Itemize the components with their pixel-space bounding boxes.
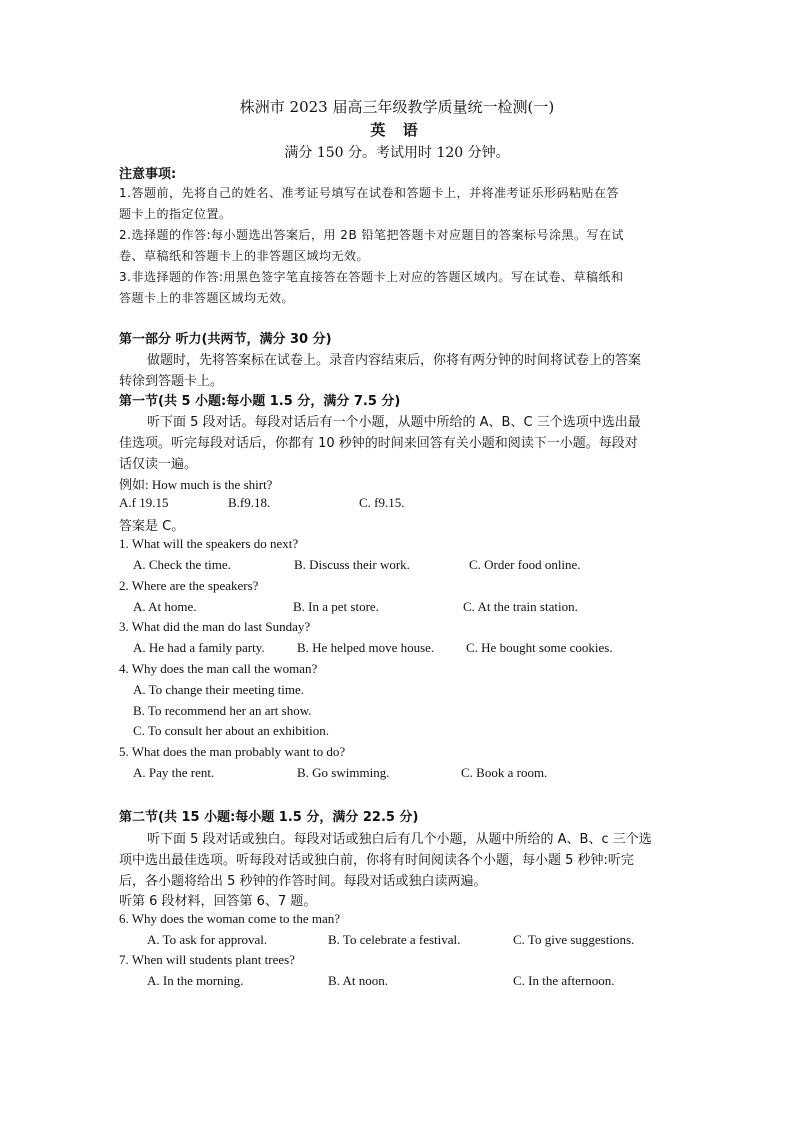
q6-option-a: A. To ask for approval. <box>147 932 268 947</box>
section1-intro-line: 听下面 5 段对话。每段对话后有一个小题，从题中所给的 A、B、C 三个选项中选出最 <box>147 415 641 430</box>
part1-intro-line: 做题时，先将答案标在试卷上。录音内容结束后，你将有两分钟的时间将试卷上的答案 <box>147 353 642 368</box>
q7-option-a: A. In the morning. <box>147 973 244 988</box>
q6-option-b: B. To celebrate a festival. <box>328 932 461 947</box>
exam-info: 满分 150 分。考试用时 120 分钟。 <box>284 145 510 161</box>
exam-title: 株洲市 2023 届高三年级教学质量统一检测(一) <box>239 98 555 116</box>
q1-option-a: A. Check the time. <box>133 557 231 572</box>
question-3: 3. What did the man do last Sunday? <box>119 619 311 634</box>
section1-intro-line: 话仅读一遍。 <box>119 457 198 472</box>
q5-option-c: C. Book a room. <box>461 765 548 780</box>
material-instruction: 听第 6 段材料，回答第 6、7 题。 <box>119 894 317 909</box>
notice-line: 题卡上的指定位置。 <box>119 207 232 221</box>
section2-intro-line: 项中选出最佳选项。听每段对话或独白前，你将有时间阅读各个小题，每小题 5 秒钟:听完 <box>119 853 634 868</box>
notice-heading: 注意事项: <box>119 167 177 182</box>
section2-intro-line: 听下面 5 段对话或独白。每段对话或独白后有几个小题，从题中所给的 A、B、c 三个选 <box>147 832 652 847</box>
part1-heading: 第一部分 听力(共两节，满分 30 分) <box>119 332 332 347</box>
notice-line: 2.选择题的作答:每小题选出答案后，用 2B 铅笔把答题卡对应题目的答案标号涂黑。写在试 <box>119 228 624 242</box>
question-1: 1. What will the speakers do next? <box>119 536 299 551</box>
q4-option-a: A. To change their meeting time. <box>133 682 305 697</box>
notice-line: 3.非选择题的作答:用黑色签字笔直接答在答题卡上对应的答题区域内。写在试卷、草稿纸和 <box>119 270 624 284</box>
q4-option-b: B. To recommend her an art show. <box>133 703 312 718</box>
q3-option-c: C. He bought some cookies. <box>466 640 613 655</box>
q1-option-b: B. Discuss their work. <box>294 557 410 572</box>
q4-option-c: C. To consult her about an exhibition. <box>133 723 329 738</box>
q1-option-c: C. Order food online. <box>469 557 581 572</box>
example-option-c: C. f9.15. <box>359 495 405 510</box>
q7-option-c: C. In the afternoon. <box>513 973 615 988</box>
section1-heading: 第一节(共 5 小题:每小题 1.5 分，满分 7.5 分) <box>119 394 401 409</box>
section1-intro-line: 佳选项。听完每段对话后，你都有 10 秒钟的时间来回答有关小题和阅读下一小题。每段对 <box>119 436 638 451</box>
q3-option-a: A. He had a family party. <box>133 640 265 655</box>
q2-option-b: B. In a pet store. <box>293 599 379 614</box>
q6-option-c: C. To give suggestions. <box>513 932 635 947</box>
question-6: 6. Why does the woman come to the man? <box>119 911 341 926</box>
q5-option-b: B. Go swimming. <box>297 765 390 780</box>
question-2: 2. Where are the speakers? <box>119 578 259 593</box>
example-option-a: A.f 19.15 <box>119 495 169 510</box>
question-5: 5. What does the man probably want to do? <box>119 744 346 759</box>
q2-option-c: C. At the train station. <box>463 599 578 614</box>
example-question: 例如: How much is the shirt? <box>119 477 273 492</box>
notice-line: 卷、草稿纸和答题卡上的非答题区域均无效。 <box>119 249 370 263</box>
part1-intro-line: 转徐到答题卡上。 <box>119 374 224 389</box>
subject-title: 英 语 <box>370 121 424 139</box>
notice-line: 1.答题前，先将自己的姓名、准考证号填写在试卷和答题卡上，并将准考证乐形码粘贴在答 <box>119 186 619 200</box>
notice-line: 答题卡上的非答题区域均无效。 <box>119 291 295 305</box>
q3-option-b: B. He helped move house. <box>297 640 435 655</box>
question-4: 4. Why does the man call the woman? <box>119 661 318 676</box>
q2-option-a: A. At home. <box>133 599 197 614</box>
q5-option-a: A. Pay the rent. <box>133 765 215 780</box>
example-option-b: B.f9.18. <box>228 495 271 510</box>
q7-option-b: B. At noon. <box>328 973 388 988</box>
section2-intro-line: 后，各小题将给出 5 秒钟的作答时间。每段对话或独白读两遍。 <box>119 874 487 889</box>
section2-heading: 第二节(共 15 小题:每小题 1.5 分，满分 22.5 分) <box>119 810 419 825</box>
question-7: 7. When will students plant trees? <box>119 952 295 967</box>
example-answer: 答案是 C。 <box>119 519 185 534</box>
